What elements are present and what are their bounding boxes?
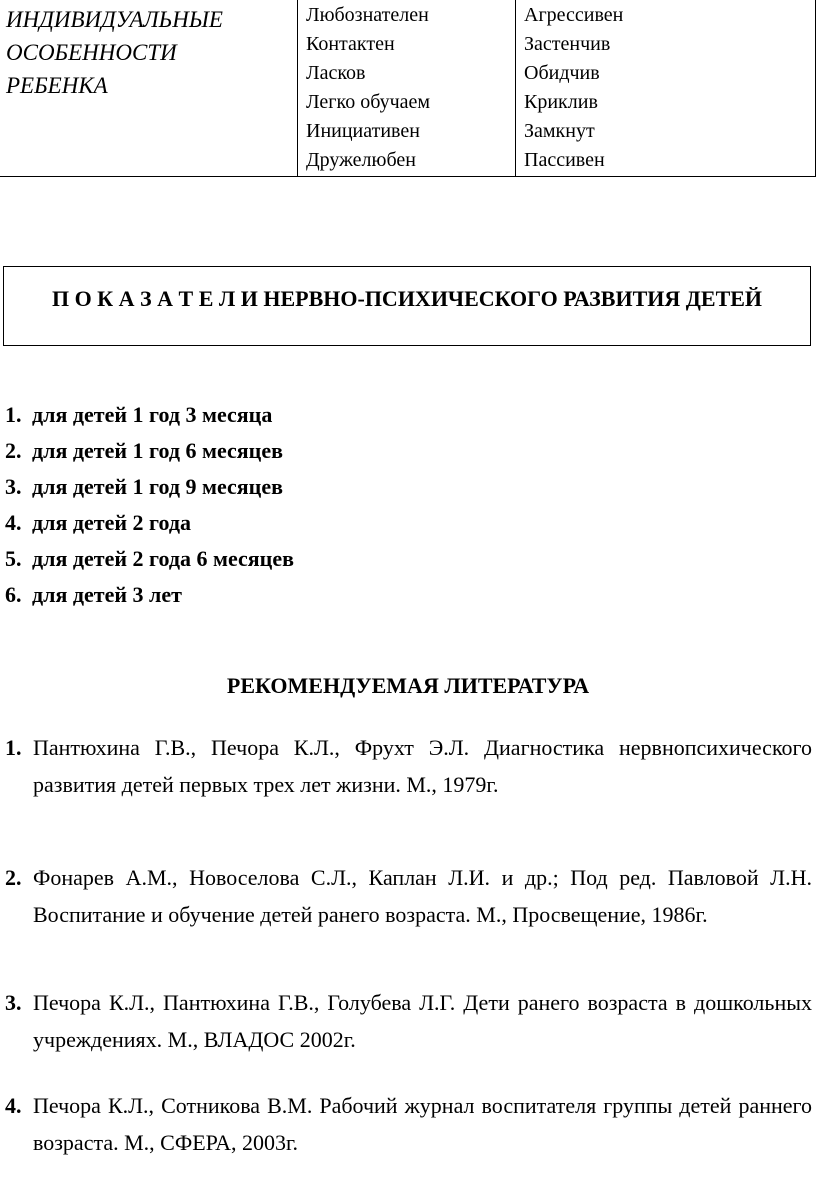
age-group-label: для детей 2 года 6 месяцев [32,546,294,571]
traits-title-line: РЕБЕНКА [6,73,108,98]
trait-item: Застенчив [524,33,611,55]
item-number: 3. [5,990,22,1015]
trait-item: Дружелюбен [306,149,416,171]
age-group-item [5,541,294,577]
literature-item [5,729,812,803]
age-group-label: для детей 3 лет [32,582,182,607]
item-number: 2. [5,438,22,463]
age-group-label: для детей 2 года [32,510,191,535]
literature-text: Печора К.Л., Сотникова В.М. Рабочий журнал воспитателя группы детей раннего возраста. М., СФЕРА, 2003г. [33,1093,812,1155]
trait-item: Инициативен [306,120,420,142]
item-number: 1. [5,402,22,427]
development-indicators-heading-box [3,266,811,346]
item-number: 6. [5,582,22,607]
age-group-item [5,397,294,433]
traits-title-line: ИНДИВИДУАЛЬНЫЕ [6,7,223,32]
item-number: 2. [5,865,22,890]
item-number: 3. [5,474,22,499]
literature-item [5,1087,812,1161]
literature-text: Пантюхина Г.В., Печора К.Л., Фрухт Э.Л. Диагностика нервнопсихического развития детей первых трех лет жизни. М., 1979г. [33,735,812,797]
age-group-label: для детей 1 год 9 месяцев [32,474,283,499]
development-indicators-heading: П О К А З А Т Е Л И НЕРВНО-ПСИХИЧЕСКОГО РАЗВИТИЯ ДЕТЕЙ [51,286,763,311]
age-group-item [5,505,294,541]
literature-title: РЕКОМЕНДУЕМАЯ ЛИТЕРАТУРА [226,673,590,698]
negative-traits-list [516,0,815,175]
trait-item: Легко обучаем [306,91,431,113]
item-number: 1. [5,735,22,760]
trait-item: Агрессивен [524,4,624,26]
trait-item: Пассивен [524,149,605,171]
age-group-label: для детей 1 год 3 месяца [32,402,273,427]
item-number: 4. [5,510,22,535]
age-group-label: для детей 1 год 6 месяцев [32,438,283,463]
positive-traits-list [298,0,515,175]
literature-text: Фонарев А.М., Новоселова С.Л., Каплан Л.И. и др.; Под ред. Павловой Л.Н. Воспитание и обучение детей ранего возраста. М., Просвещение, 1986г. [33,865,812,927]
literature-item [5,984,812,1058]
traits-title-line: ОСОБЕННОСТИ [6,40,177,65]
age-group-item [5,577,294,613]
item-number: 4. [5,1093,22,1118]
positive-traits-cell [298,0,516,177]
trait-item: Контактен [306,33,395,55]
literature-text: Печора К.Л., Пантюхина Г.В., Голубева Л.Г. Дети ранего возраста в дошкольных учреждениях. М., ВЛАДОС 2002г. [33,990,812,1052]
trait-item: Обидчив [524,62,600,84]
literature-item [5,859,812,933]
age-group-item [5,433,294,469]
traits-title [0,0,297,102]
age-group-list [5,397,294,613]
trait-item: Замкнут [524,120,595,142]
trait-item: Ласков [306,62,366,84]
age-group-item [5,469,294,505]
item-number: 5. [5,546,22,571]
negative-traits-cell [516,0,816,177]
traits-table [0,0,816,177]
trait-item: Криклив [524,91,598,113]
trait-item: Любознателен [306,4,429,26]
traits-title-cell [0,0,298,177]
